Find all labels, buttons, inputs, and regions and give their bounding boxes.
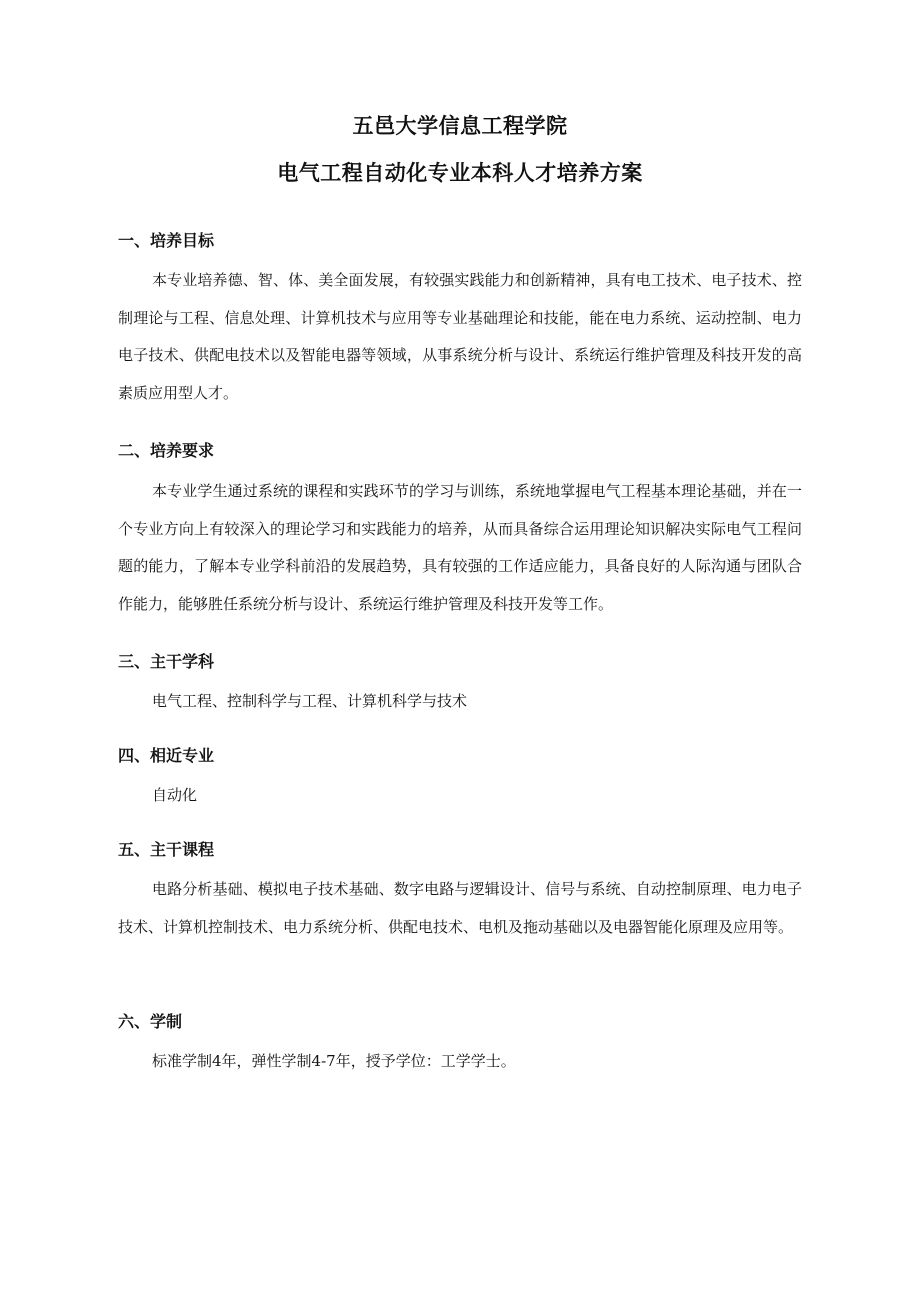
section-text-study-length: 标准学制4年，弹性学制4-7年，授予学位：工学学士。 bbox=[152, 1052, 516, 1070]
section-text-training-requirements: 本专业学生通过系统的课程和实践环节的学习与训练，系统地掌握电气工程基本理论基础，并在一个专业方向上有较深入的理论学习和实践能力的培养，从而具备综合运用理论知识解决实际电气工程问题的能力，了解本专业学科前沿的发展趋势，具有较强的工作适应能力，具备良好的人际沟通与团队合作能力，能够胜任系统分析与设计、系统运行维护管理及科技开发等工作。 bbox=[118, 482, 802, 613]
section-text-main-courses: 电路分析基础、模拟电子技术基础、数字电路与逻辑设计、信号与系统、自动控制原理、电力电子技术、计算机控制技术、电力系统分析、供配电技术、电机及拖动基础以及电器智能化原理及应用等。 bbox=[118, 880, 802, 936]
section-text-related-majors: 自动化 bbox=[152, 786, 198, 804]
document-title-line-1: 五邑大学信息工程学院 bbox=[352, 114, 568, 138]
document-title-line-2: 电气工程自动化专业本科人才培养方案 bbox=[277, 161, 643, 185]
section-text-training-goal: 本专业培养德、智、体、美全面发展，有较强实践能力和创新精神，具有电工技术、电子技术、控制理论与工程、信息处理、计算机技术与应用等专业基础理论和技能，能在电力系统、运动控制、电力电子技术、供配电技术以及智能电器等领域，从事系统分析与设计、系统运行维护管理及科技开发的高素质应用型人才。 bbox=[118, 271, 802, 402]
section-heading-training-goal: 一、培养目标 bbox=[118, 231, 215, 250]
section-heading-main-disciplines: 三、主干学科 bbox=[118, 652, 215, 671]
section-heading-study-length: 六、学制 bbox=[118, 1012, 183, 1031]
section-heading-main-courses: 五、主干课程 bbox=[118, 840, 215, 859]
section-heading-related-majors: 四、相近专业 bbox=[118, 746, 215, 765]
section-heading-training-requirements: 二、培养要求 bbox=[118, 441, 215, 460]
section-text-main-disciplines: 电气工程、控制科学与工程、计算机科学与技术 bbox=[152, 692, 468, 710]
